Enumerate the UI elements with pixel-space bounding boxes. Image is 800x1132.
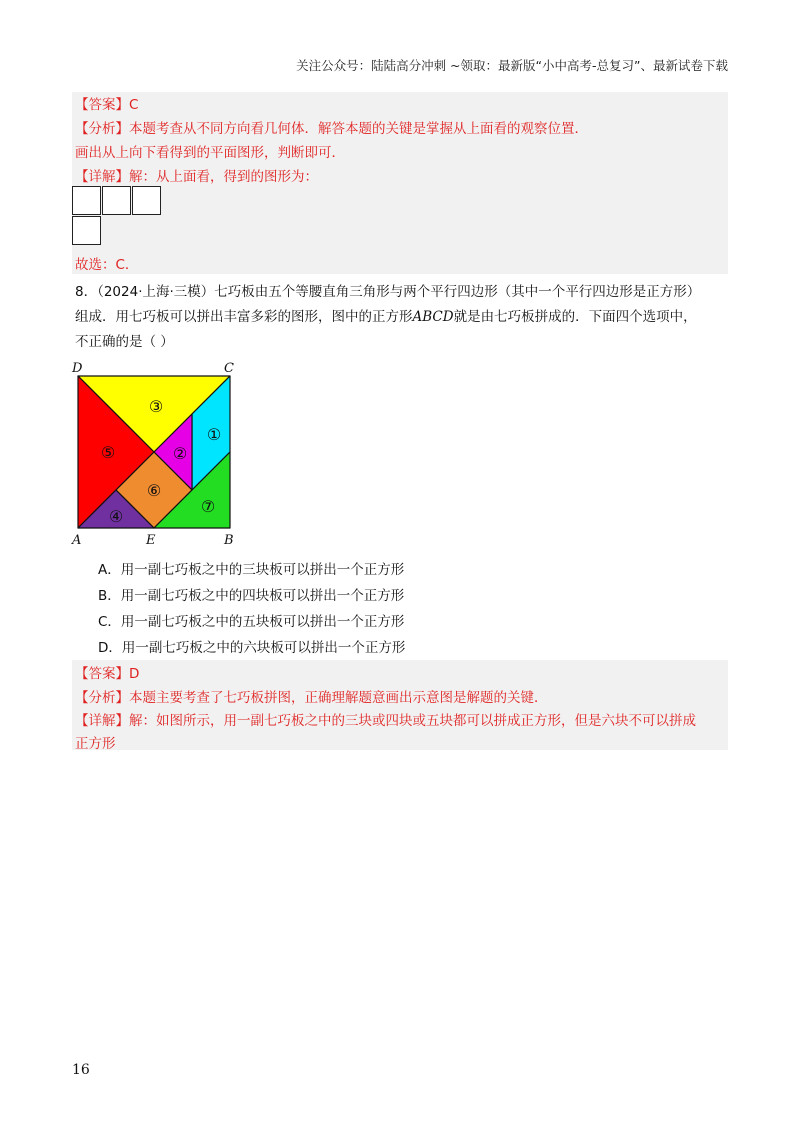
piece-label-2: ② bbox=[172, 444, 188, 463]
solution-detail-line-1: 【详解】解：如图所示，用一副七巧板之中的三块或四块或五块都可以拼成正方形，但是六块不可以拼成 bbox=[75, 713, 696, 729]
option-b: B．用一副七巧板之中的四块板可以拼出一个正方形 bbox=[98, 588, 405, 604]
question-line-1: 8．（2024·上海·三模）七巧板由五个等腰直角三角形与两个平行四边形（其中一个平行四边形是正方形） bbox=[75, 284, 701, 300]
piece-label-4: ④ bbox=[108, 507, 124, 526]
tangram-figure bbox=[66, 360, 246, 550]
piece-label-5: ⑤ bbox=[100, 443, 116, 462]
page-header: 关注公众号：陆陆高分冲刺 ~领取：最新版“小中高考-总复习”、最新试卷下载 bbox=[296, 58, 728, 73]
solution-analysis: 【分析】本题主要考查了七巧板拼图，正确理解题意画出示意图是解题的关键． bbox=[75, 690, 548, 706]
vertex-label-b: B bbox=[224, 533, 234, 548]
prev-detail: 【详解】解：从上面看，得到的图形为： bbox=[75, 169, 318, 185]
piece-label-7: ⑦ bbox=[200, 497, 216, 516]
option-c: C．用一副七巧板之中的五块板可以拼出一个正方形 bbox=[98, 614, 405, 630]
page-number: 16 bbox=[72, 1062, 90, 1078]
prev-conclusion: 故选：C． bbox=[75, 257, 139, 273]
grid-cell bbox=[72, 216, 101, 245]
piece-label-6: ⑥ bbox=[146, 481, 162, 500]
question-line-3: 不正确的是（ ） bbox=[75, 334, 174, 350]
vertex-label-c: C bbox=[224, 361, 234, 376]
question-text-pre: 组成．用七巧板可以拼出丰富多彩的图形，图中的正方形 bbox=[75, 309, 413, 325]
solution-answer: 【答案】D bbox=[75, 666, 140, 682]
prev-answer: 【答案】C bbox=[75, 97, 139, 113]
option-d: D．用一副七巧板之中的六块板可以拼出一个正方形 bbox=[98, 640, 406, 656]
vertex-label-a: A bbox=[72, 533, 82, 548]
grid-cell bbox=[72, 186, 101, 215]
option-a: A．用一副七巧板之中的三块板可以拼出一个正方形 bbox=[98, 562, 405, 578]
question-line-2 bbox=[75, 307, 697, 327]
vertex-label-e: E bbox=[146, 533, 156, 548]
grid-cell bbox=[102, 186, 131, 215]
piece-label-3: ③ bbox=[148, 397, 164, 416]
grid-cell bbox=[132, 186, 161, 215]
solution-detail-line-2: 正方形 bbox=[75, 736, 116, 752]
prev-analysis-line-1: 【分析】本题考查从不同方向看几何体．解答本题的关键是掌握从上面看的观察位置． bbox=[75, 121, 588, 137]
prev-analysis-line-2: 画出从上向下看得到的平面图形，判断即可． bbox=[75, 145, 345, 161]
piece-label-1: ① bbox=[206, 425, 222, 444]
question-text-post: 就是由七巧板拼成的．下面四个选项中， bbox=[453, 309, 697, 325]
vertex-label-d: D bbox=[72, 361, 83, 376]
square-name: ABCD bbox=[412, 309, 454, 325]
